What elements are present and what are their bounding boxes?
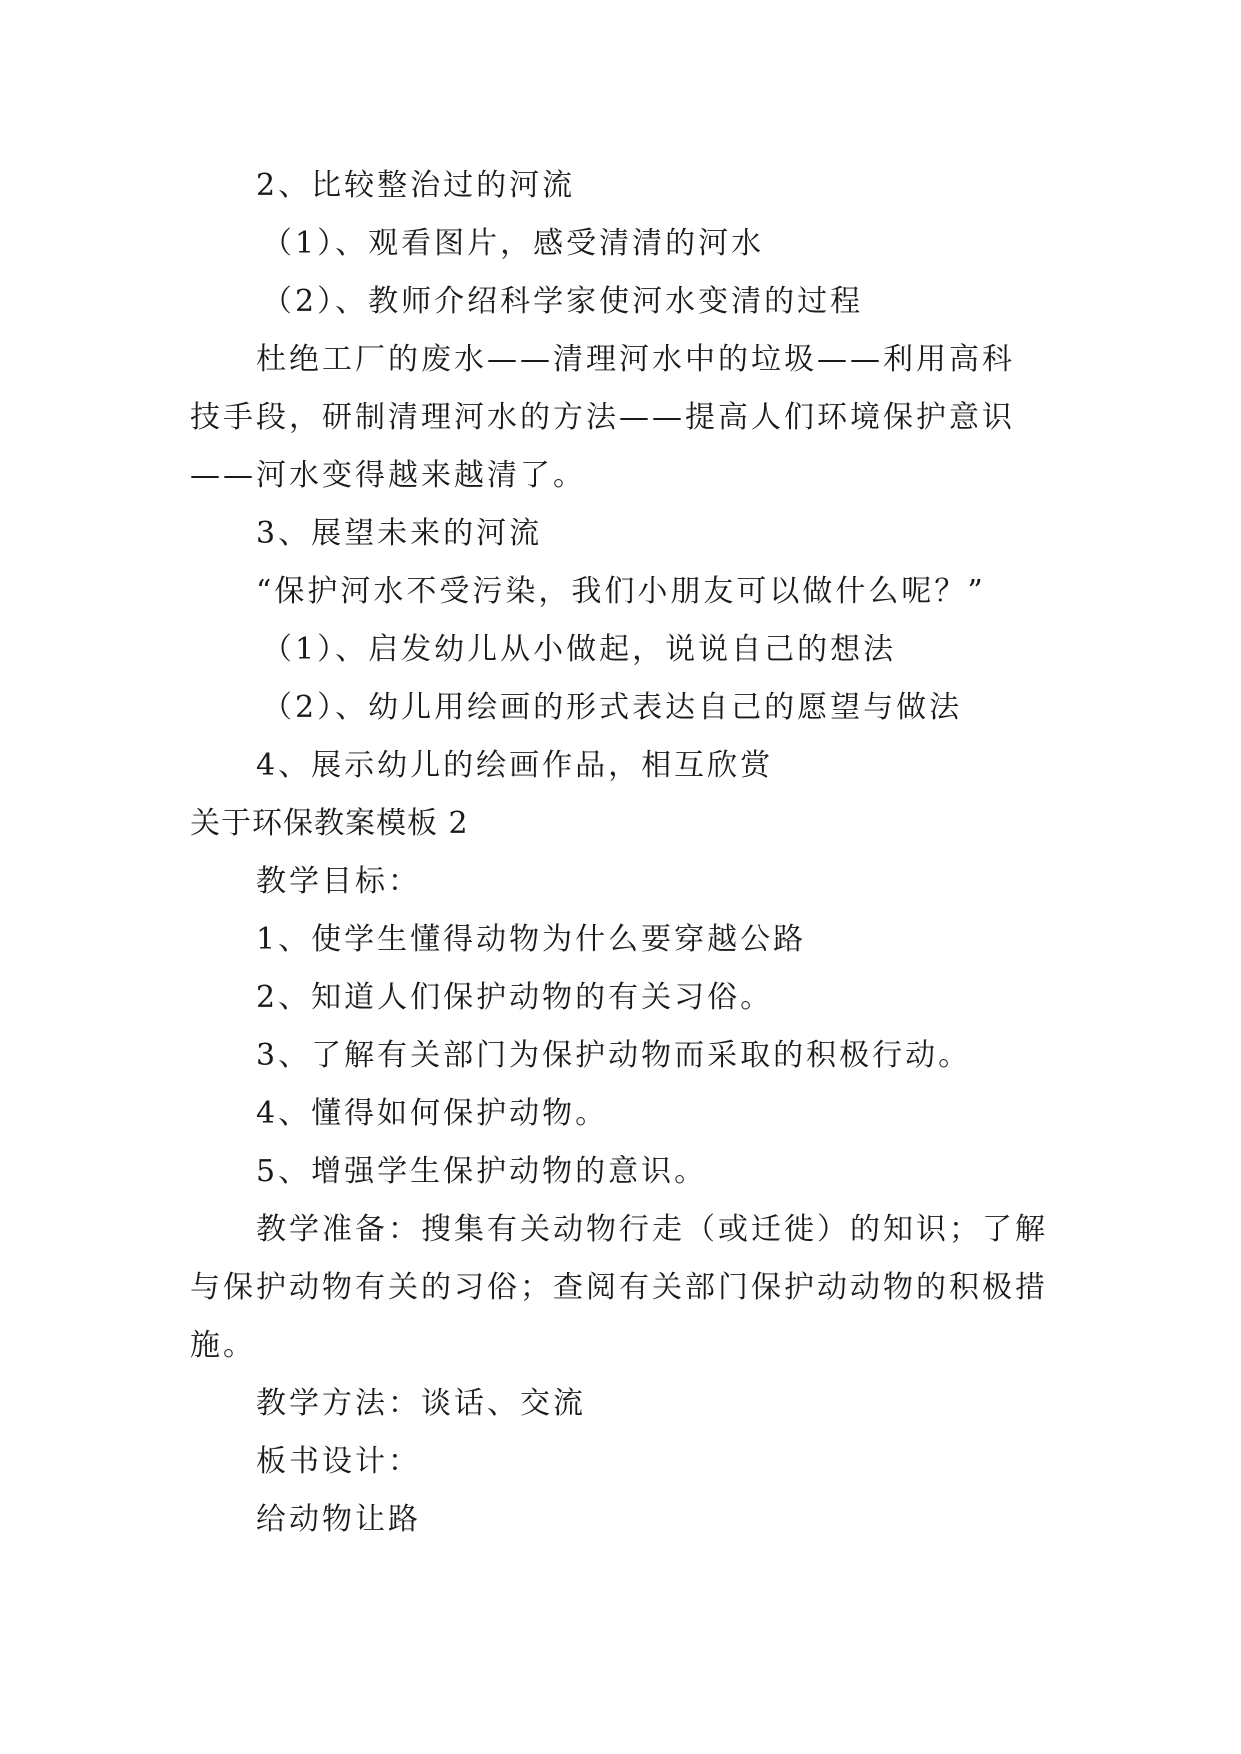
text-line: 教学准备：搜集有关动物行走（或迁徙）的知识；了解 [256,1212,1048,1247]
section-title: 关于环保教案模板 2 [190,806,469,841]
text-line: 教学目标： [256,864,421,899]
text-line: （2）、幼儿用绘画的形式表达自己的愿望与做法 [262,690,963,725]
text-line: （1）、观看图片，感受清清的河水 [262,226,765,261]
text-line: 与保护动物有关的习俗；查阅有关部门保护动动物的积极措 [190,1270,1048,1305]
text-line: 3、了解有关部门为保护动物而采取的积极行动。 [256,1038,972,1073]
text-line: （1）、启发幼儿从小做起，说说自己的想法 [262,632,897,667]
text-line: 4、展示幼儿的绘画作品，相互欣赏 [256,748,774,783]
text-line: 技手段，研制清理河水的方法——提高人们环境保护意识 [190,400,1015,435]
text-line: ——河水变得越来越清了。 [190,458,586,493]
text-line: 3、展望未来的河流 [256,516,543,551]
text-line: 教学方法：谈话、交流 [256,1386,586,1421]
text-line: （2）、教师介绍科学家使河水变清的过程 [262,284,864,319]
text-line: 1、使学生懂得动物为什么要穿越公路 [256,922,807,957]
text-line: 杜绝工厂的废水——清理河水中的垃圾——利用高科 [256,342,1015,377]
text-line: 板书设计： [256,1444,421,1479]
text-line: 施。 [190,1328,256,1363]
text-line: 给动物让路 [256,1502,421,1537]
text-line: 5、增强学生保护动物的意识。 [256,1154,708,1189]
text-line: 2、比较整治过的河流 [256,168,576,203]
text-line: 4、懂得如何保护动物。 [256,1096,609,1131]
text-line: 2、知道人们保护动物的有关习俗。 [256,980,774,1015]
text-line: “保护河水不受污染，我们小朋友可以做什么呢？” [256,574,986,609]
